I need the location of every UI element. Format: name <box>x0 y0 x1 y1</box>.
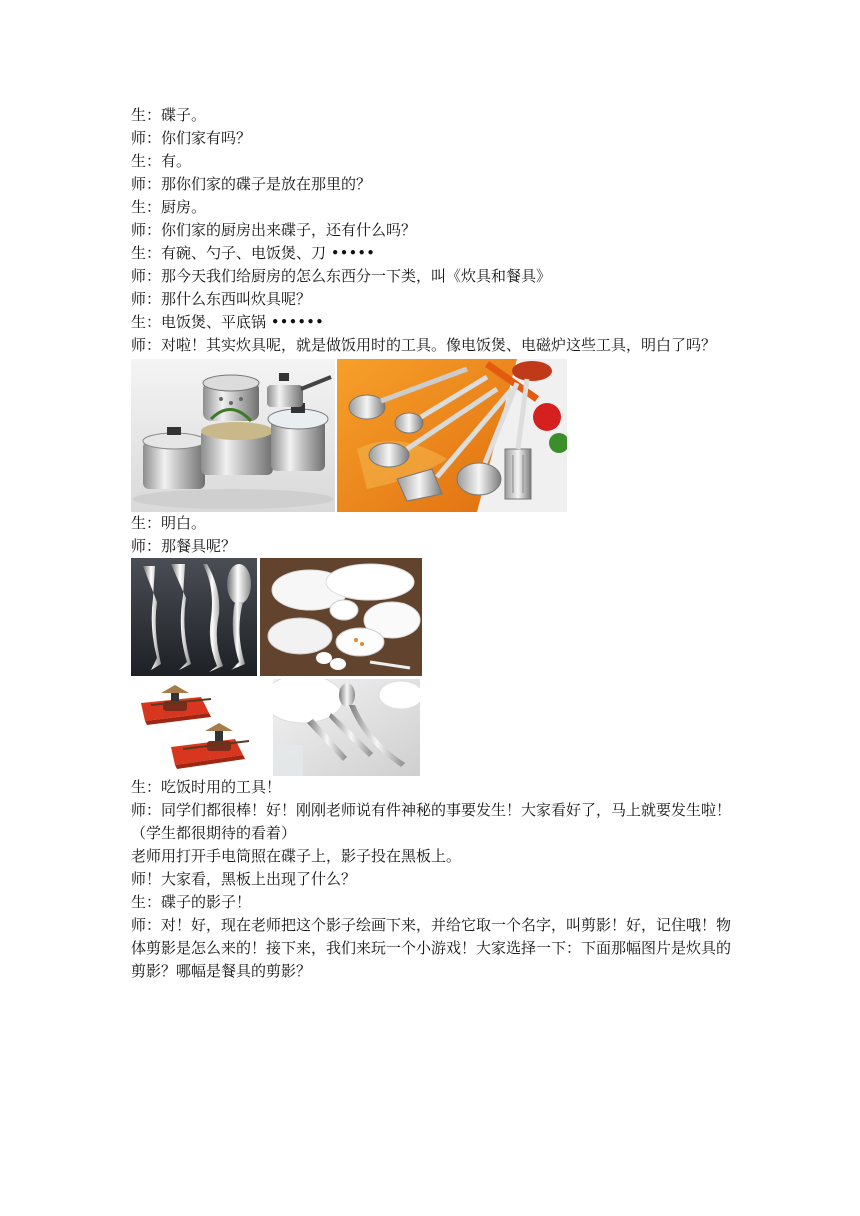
text-line: 师：你们家的厨房出来碟子，还有什么吗？ <box>131 221 417 239</box>
text-line: 生：吃饭时用的工具！ <box>131 778 282 796</box>
silver-cutlery-image <box>273 679 420 776</box>
text-line: 生：有。 <box>131 152 192 170</box>
text-line: 生：厨房。 <box>131 198 207 216</box>
text-line: 老师用打开手电筒照在碟子上，影子投在黑板上。 <box>131 847 462 865</box>
text-line: 师：你们家有吗？ <box>131 129 252 147</box>
text-line: 师！大家看，黑板上出现了什么？ <box>131 870 357 888</box>
document-body <box>131 104 736 983</box>
text-line: 师：那你们家的碟子是放在那里的？ <box>131 175 372 193</box>
white-plates-image <box>260 558 422 676</box>
text-paragraph: 师：对！好，现在老师把这个影子绘画下来，并给它取一个名字，叫剪影！好，记住哦！物体剪影是怎么来的！接下来，我们来玩一个小游戏！大家选择一下：下面那幅图片是炊具的剪影？哪幅是餐具的剪影？ <box>131 916 732 980</box>
text-line: 生：碟子的影子！ <box>131 893 252 911</box>
chopstick-dolls-image <box>131 679 270 776</box>
cookware-image-row <box>131 359 736 512</box>
text-line: 师：那餐具呢？ <box>131 537 237 555</box>
utensils-on-orange-image <box>337 359 567 512</box>
tableware-image-row-2 <box>131 679 736 776</box>
stainless-pots-image <box>131 359 335 512</box>
text-line: （学生都很期待的看着） <box>131 824 297 842</box>
text-line: 生：明白。 <box>131 514 207 532</box>
tableware-image-row-1 <box>131 558 736 676</box>
text-line: 生：电饭煲、平底锅 •••••• <box>131 313 324 331</box>
text-paragraph: 师：对啦！其实炊具呢，就是做饭用时的工具。像电饭煲、电磁炉这些工具，明白了吗？ <box>131 336 717 354</box>
text-line: 生：有碗、勺子、电饭煲、刀 ••••• <box>131 244 376 262</box>
text-paragraph: 师：同学们都很棒！好！刚刚老师说有件神秘的事要发生！大家看好了，马上就要发生啦！ <box>131 801 732 819</box>
fish-cutlery-image <box>131 558 257 676</box>
text-line: 师：那什么东西叫炊具呢？ <box>131 290 312 308</box>
text-line: 生：碟子。 <box>131 106 207 124</box>
text-line: 师：那今天我们给厨房的怎么东西分一下类，叫《炊具和餐具》 <box>131 267 552 285</box>
